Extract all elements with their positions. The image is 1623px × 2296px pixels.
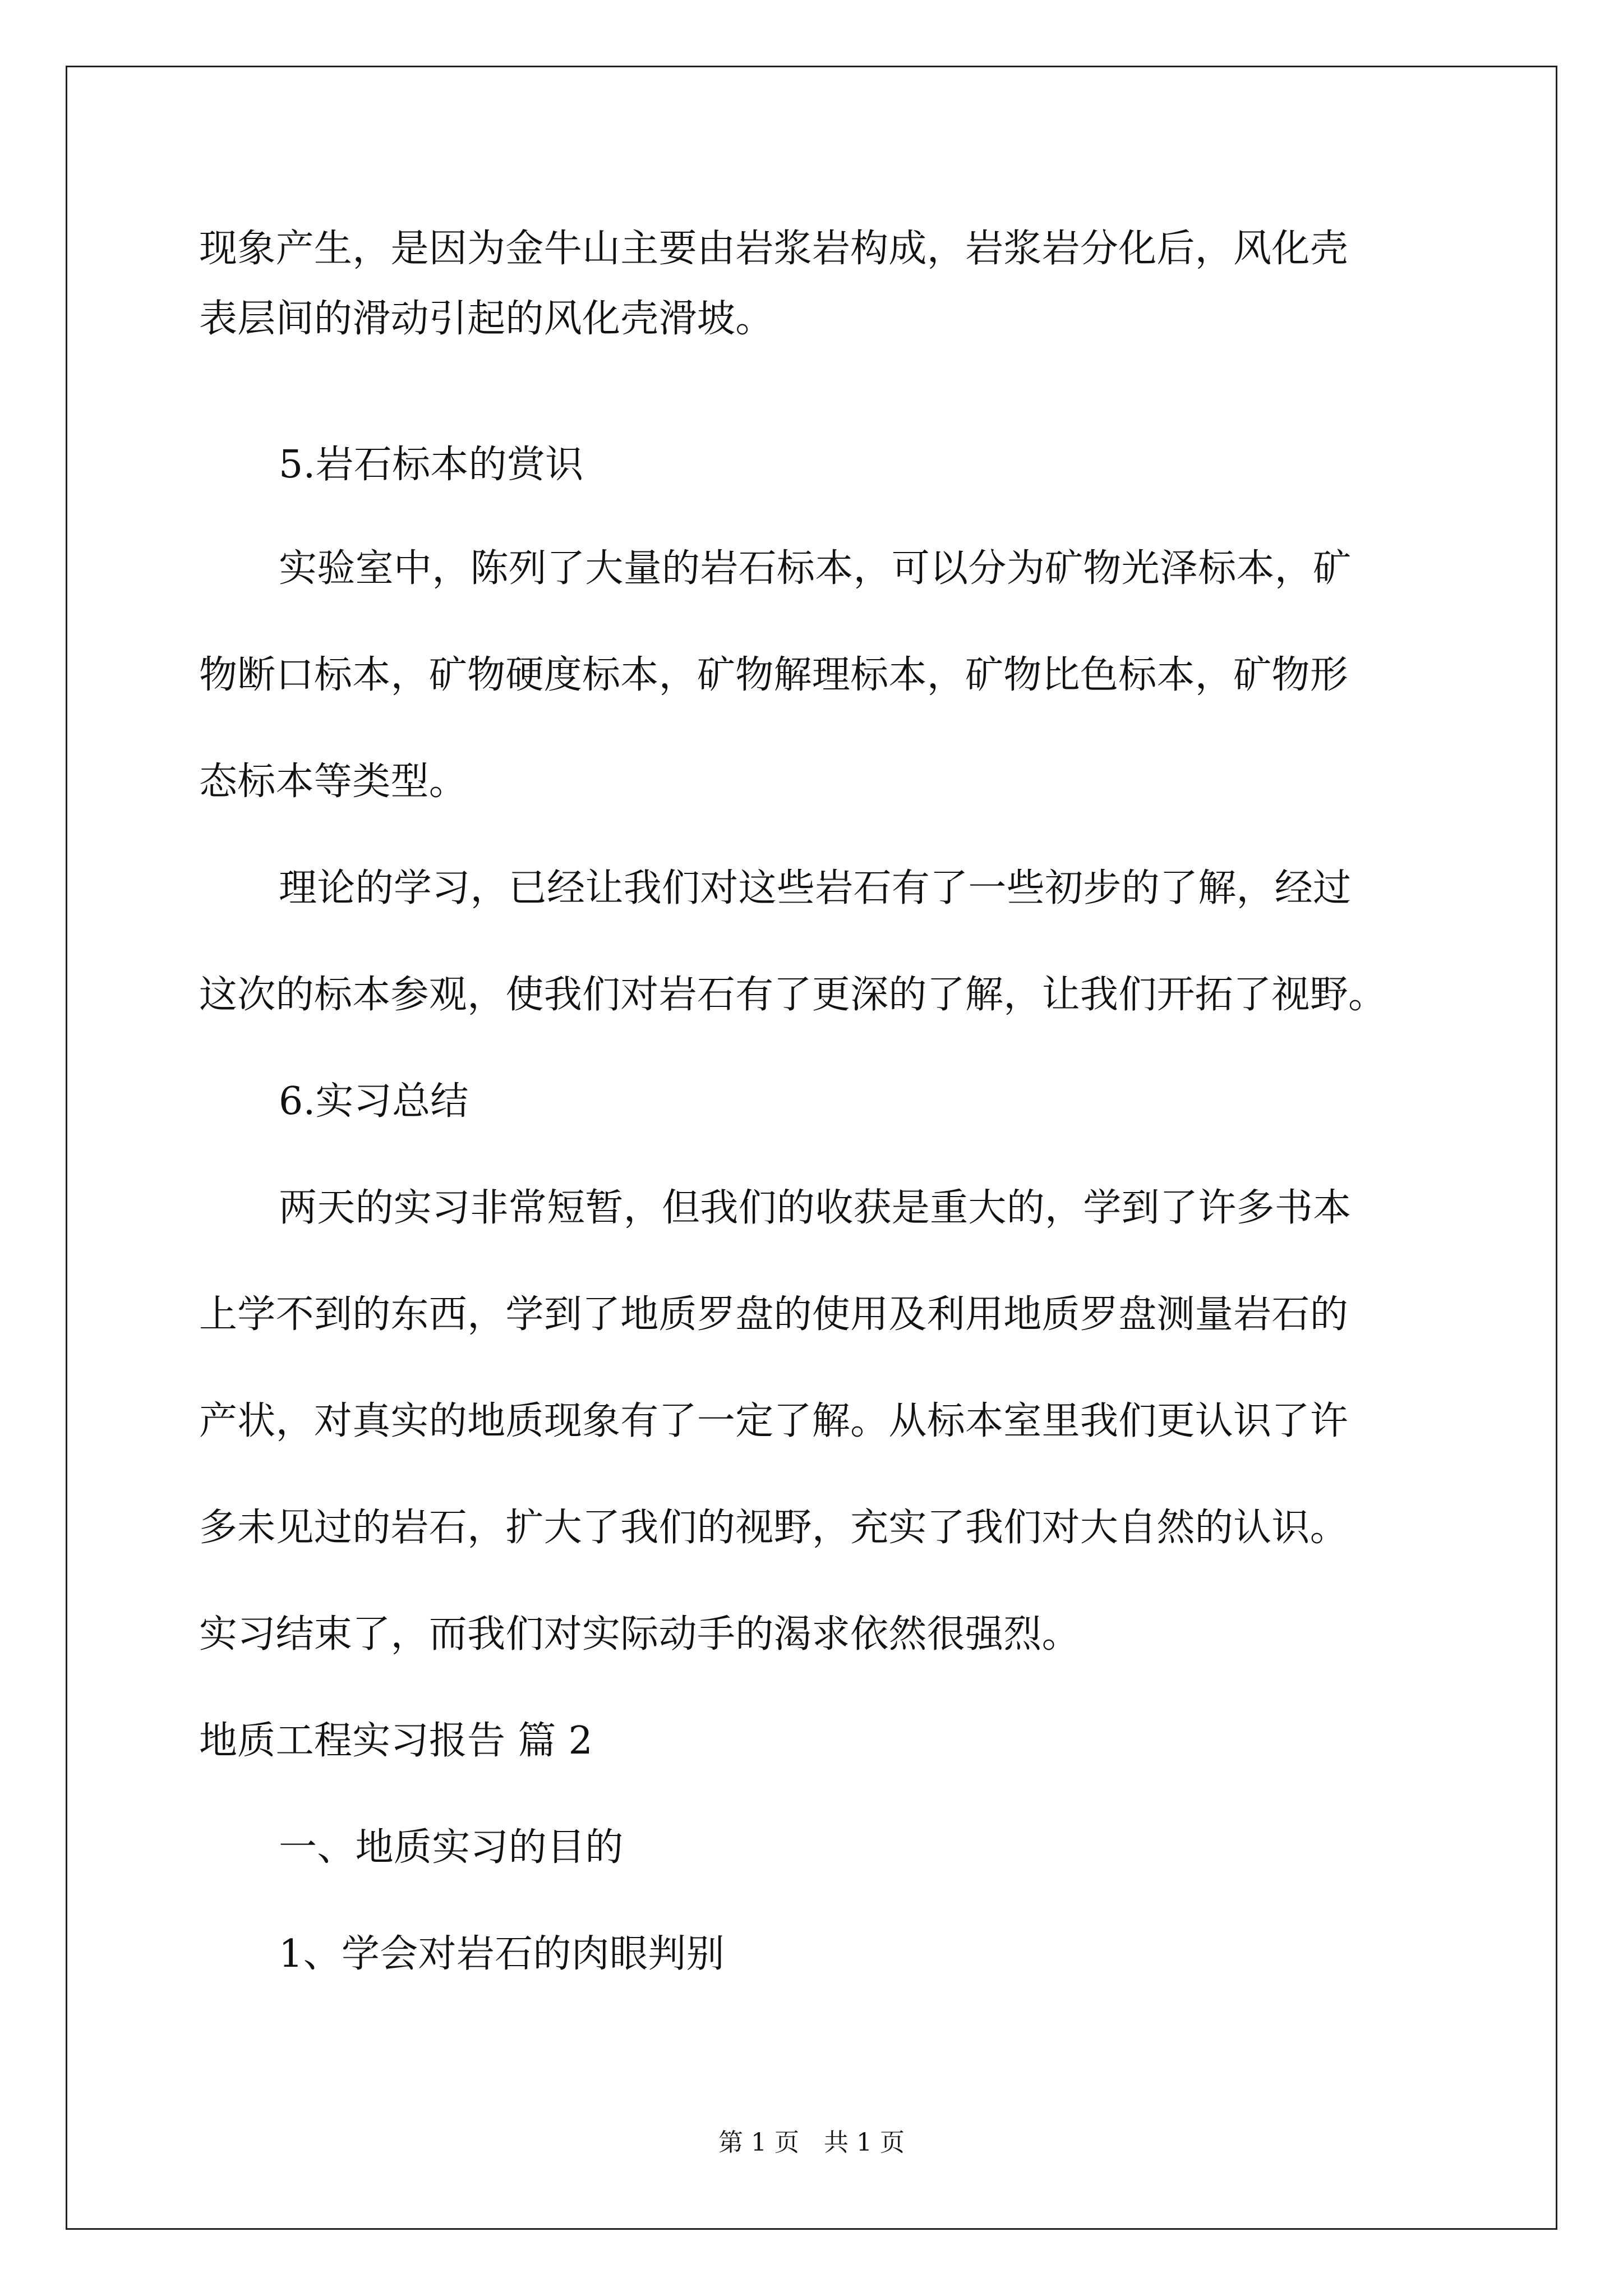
body-text-line: 上学不到的东西，学到了地质罗盘的使用及利用地质罗盘测量岩石的 bbox=[199, 1292, 1349, 1337]
body-text-line: 表层间的滑动引起的风化壳滑坡。 bbox=[199, 297, 774, 341]
body-text-line: 物断口标本，矿物硬度标本，矿物解理标本，矿物比色标本，矿物形 bbox=[199, 653, 1349, 697]
section-heading: 一、地质实习的目的 bbox=[279, 1825, 624, 1870]
article-title: 地质工程实习报告 篇 2 bbox=[199, 1719, 593, 1763]
subsection-heading: 1、学会对岩石的肉眼判别 bbox=[279, 1932, 725, 1976]
body-text-line: 现象产生，是因为金牛山主要由岩浆岩构成，岩浆岩分化后，风化壳 bbox=[199, 227, 1349, 271]
section-heading: 5.岩石标本的赏识 bbox=[279, 443, 584, 487]
body-text-line: 理论的学习，已经让我们对这些岩石有了一些初步的了解，经过 bbox=[279, 866, 1352, 910]
body-text-line: 实习结束了，而我们对实际动手的渴求依然很强烈。 bbox=[199, 1612, 1080, 1657]
page-footer: 第 1 页 共 1 页 bbox=[718, 2128, 905, 2157]
body-text-line: 两天的实习非常短暂，但我们的收获是重大的，学到了许多书本 bbox=[279, 1186, 1352, 1230]
section-heading: 6.实习总结 bbox=[279, 1079, 469, 1124]
body-text-line: 实验室中，陈列了大量的岩石标本，可以分为矿物光泽标本，矿 bbox=[279, 546, 1352, 591]
body-text-line: 产状，对真实的地质现象有了一定了解。从标本室里我们更认识了许 bbox=[199, 1399, 1349, 1443]
body-text-line: 多未见过的岩石，扩大了我们的视野，充实了我们对大自然的认识。 bbox=[199, 1506, 1349, 1550]
body-text-line: 态标本等类型。 bbox=[199, 760, 468, 804]
body-text-line: 这次的标本参观，使我们对岩石有了更深的了解，让我们开拓了视野。 bbox=[199, 973, 1387, 1017]
page-border bbox=[66, 66, 1557, 2230]
